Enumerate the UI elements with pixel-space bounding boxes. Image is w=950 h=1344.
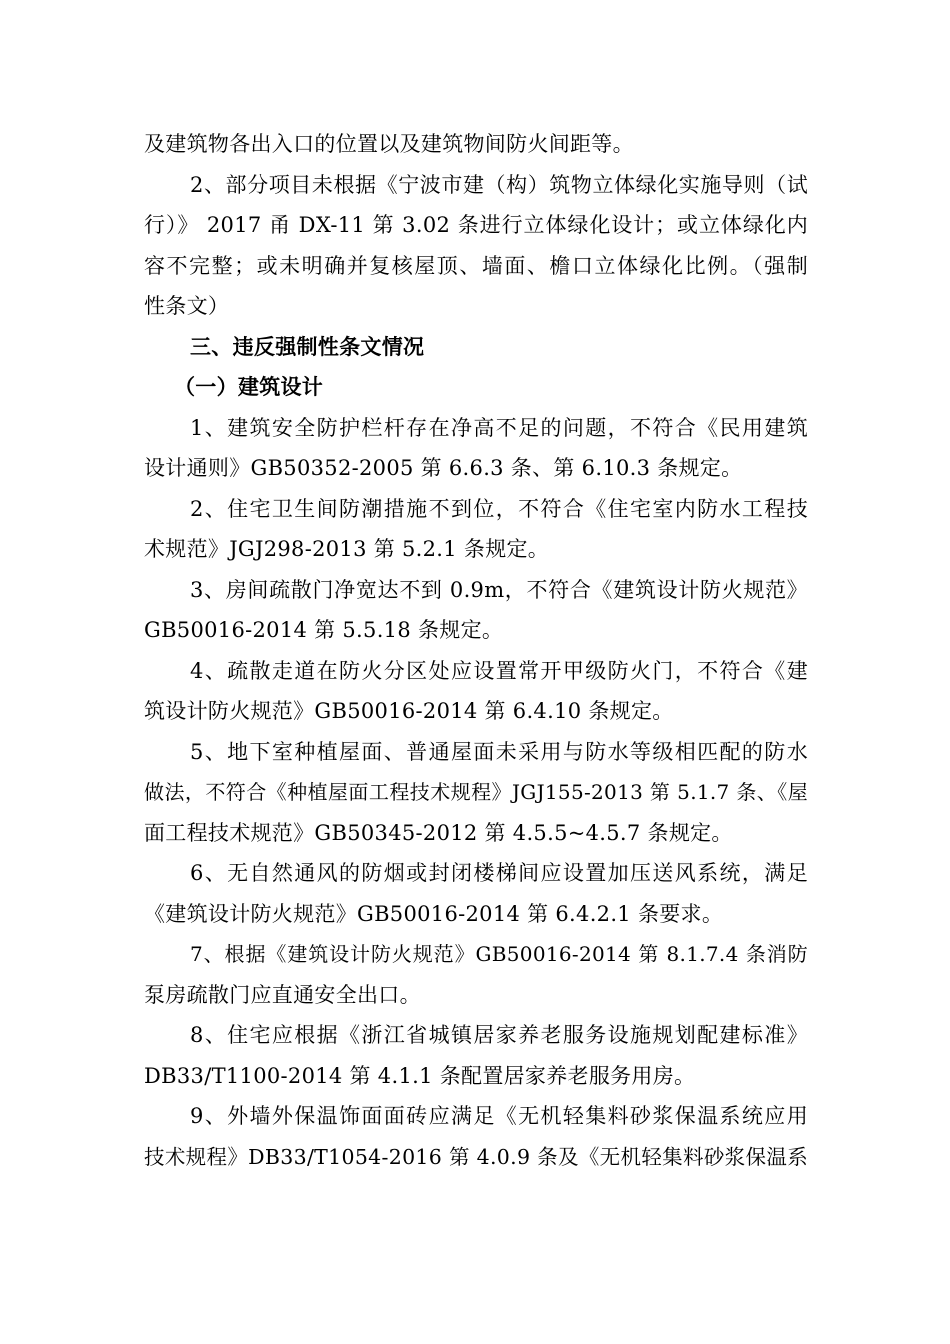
paragraph-line: 容不完整；或未明确并复核屋顶、墙面、檐口立体绿化比例。（强制 <box>144 253 808 278</box>
paragraph-line: 2、住宅卫生间防潮措施不到位，不符合《住宅室内防水工程技 <box>190 496 808 521</box>
paragraph-line: 2、部分项目未根据《宁波市建（构）筑物立体绿化实施导则（试 <box>190 172 808 197</box>
paragraph-line: 4、疏散走道在防火分区处应设置常开甲级防火门，不符合《建 <box>190 658 808 683</box>
paragraph-line: 6、无自然通风的防烟或封闭楼梯间应设置加压送风系统，满足 <box>190 861 808 885</box>
document-body <box>144 124 808 1177</box>
paragraph-line: 3、房间疏散门净宽达不到 0.9m，不符合《建筑设计防火规范》 <box>190 577 808 602</box>
paragraph-line: 7、根据《建筑设计防火规范》GB50016-2014 第 8.1.7.4 条消防 <box>190 942 808 966</box>
paragraph-line: 做法，不符合《种植屋面工程技术规程》JGJ155-2013 第 5.1.7 条、《屋 <box>144 780 808 804</box>
paragraph-line: 性条文） <box>144 294 230 318</box>
paragraph-line: 术规范》JGJ298-2013 第 5.2.1 条规定。 <box>144 537 550 561</box>
paragraph-line: 1、建筑安全防护栏杆存在净高不足的问题，不符合《民用建筑 <box>190 415 808 440</box>
paragraph-line: 泵房疏散门应直通安全出口。 <box>144 982 421 1007</box>
paragraph-line: 9、外墙外保温饰面面砖应满足《无机轻集料砂浆保温系统应用 <box>190 1104 808 1128</box>
section-heading: 三、违反强制性条文情况 <box>190 333 425 359</box>
paragraph-line: 面工程技术规范》GB50345-2012 第 4.5.5~4.5.7 条规定。 <box>144 820 733 845</box>
paragraph-line: 《建筑设计防火规范》GB50016-2014 第 6.4.2.1 条要求。 <box>144 901 724 926</box>
paragraph-line: 5、地下室种植屋面、普通屋面未采用与防水等级相匹配的防水 <box>190 739 808 764</box>
paragraph-line: 行）》 2017 甬 DX-11 第 3.02 条进行立体绿化设计；或立体绿化内 <box>144 213 808 237</box>
paragraph-line: 技术规程》DB33/T1054-2016 第 4.0.9 条及《无机轻集料砂浆保温系 <box>144 1144 808 1169</box>
paragraph-line: DB33/T1100-2014 第 4.1.1 条配置居家养老服务用房。 <box>144 1063 696 1088</box>
paragraph-line: 及建筑物各出入口的位置以及建筑物间防火间距等。 <box>144 132 634 156</box>
paragraph-line: GB50016-2014 第 5.5.18 条规定。 <box>144 618 504 642</box>
paragraph-line: 筑设计防火规范》GB50016-2014 第 6.4.10 条规定。 <box>144 699 674 723</box>
paragraph-line: 设计通则》GB50352-2005 第 6.6.3 条、第 6.10.3 条规定。 <box>144 456 743 480</box>
paragraph-line: 8、住宅应根据《浙江省城镇居家养老服务设施规划配建标准》 <box>190 1023 808 1047</box>
subsection-heading: （一）建筑设计 <box>174 374 324 399</box>
